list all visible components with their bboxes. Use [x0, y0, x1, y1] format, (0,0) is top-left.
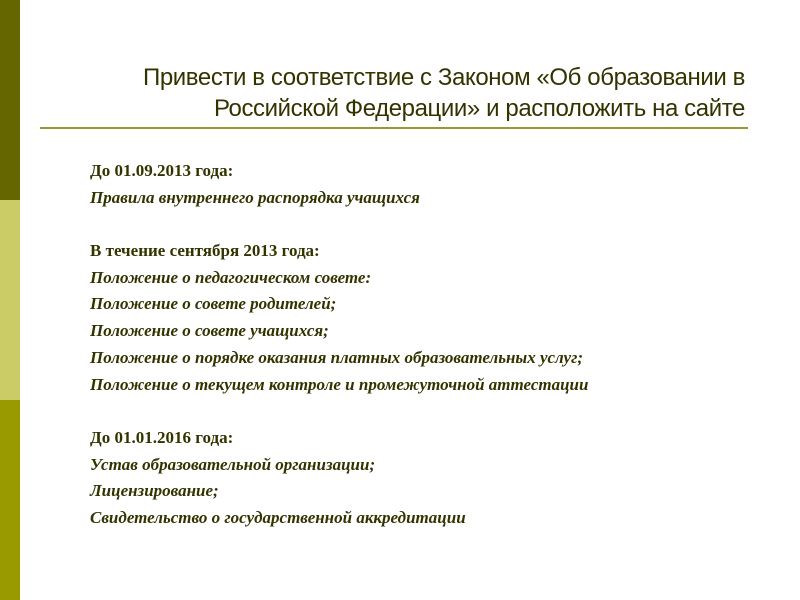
- section-heading: До 01.01.2016 года:: [90, 427, 234, 447]
- list-item: Лицензирование;: [90, 481, 219, 501]
- spacer: [90, 398, 588, 425]
- list-item: Положение о совете родителей;: [90, 294, 337, 314]
- slide-title: [100, 62, 745, 124]
- slide-body: [90, 158, 588, 532]
- list-item: Положение о педагогическом совете:: [90, 267, 372, 287]
- title-line-1: Привести в соответствие с Законом «Об образовании в: [142, 64, 745, 91]
- title-underline-rule: [40, 127, 748, 129]
- section-heading: В течение сентября 2013 года:: [90, 241, 320, 261]
- sidebar-segment-medium: [0, 400, 20, 600]
- sidebar-segment-dark: [0, 0, 20, 200]
- left-decorative-bar: [0, 0, 20, 600]
- section-heading: До 01.09.2013 года:: [90, 161, 234, 180]
- list-item: Устав образовательной организации;: [90, 454, 376, 474]
- section-3: [90, 425, 588, 532]
- title-line-2: Российской Федерации» и расположить на сайте: [213, 95, 745, 122]
- section-1: [90, 158, 588, 211]
- section-2: [90, 238, 588, 398]
- sidebar-segment-light: [0, 200, 20, 400]
- list-item: Положение о совете учащихся;: [90, 321, 329, 341]
- list-item: Свидетельство о государственной аккредитации: [90, 507, 466, 527]
- spacer: [90, 211, 588, 238]
- list-item: Правила внутреннего распорядка учащихся: [90, 187, 420, 207]
- list-item: Положение о порядке оказания платных образовательных услуг;: [90, 347, 584, 367]
- list-item: Положение о текущем контроле и промежуточной аттестации: [90, 374, 589, 394]
